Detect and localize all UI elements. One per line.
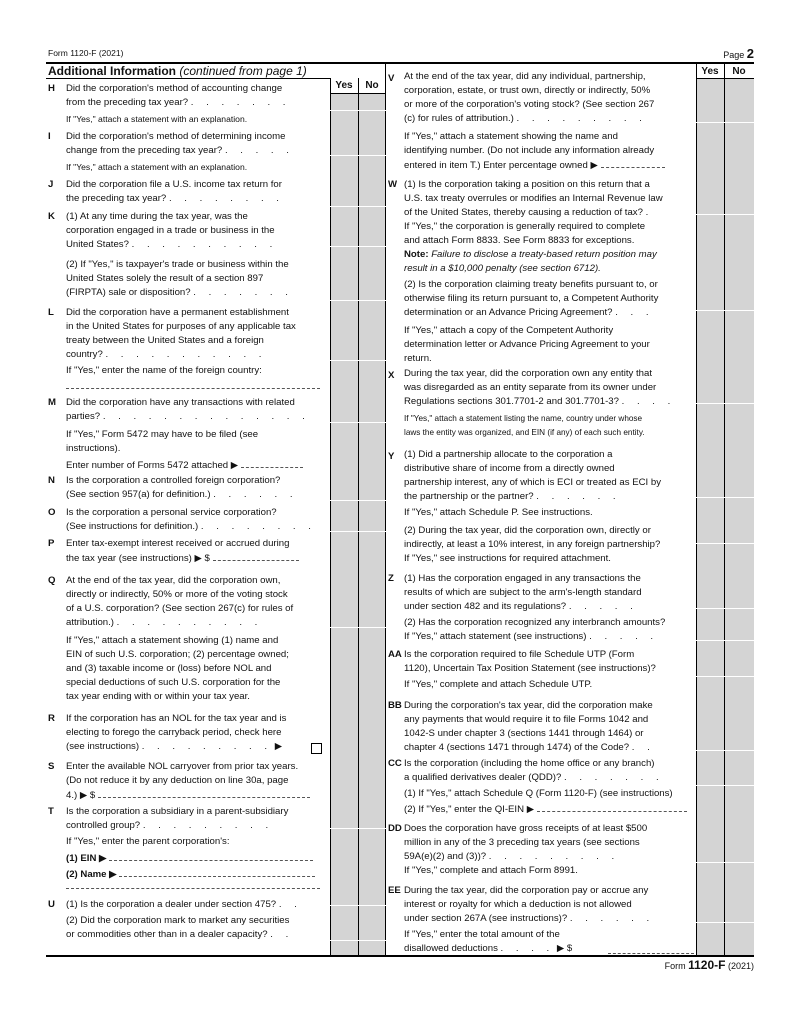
percentage-owned-field[interactable] [601, 158, 665, 168]
tax-exempt-interest-field[interactable] [213, 551, 299, 561]
foreign-country-field[interactable] [66, 382, 320, 389]
parent-name-field-2[interactable] [66, 886, 320, 889]
forms-5472-count-field[interactable] [241, 458, 303, 468]
right-no-header: No [732, 66, 746, 77]
right-yes-column [696, 79, 724, 955]
left-yes-header: Yes [335, 80, 353, 91]
right-yes-header: Yes [701, 66, 719, 77]
left-yes-column [330, 93, 358, 955]
footer-form-id: Form 1120-F (2021) [664, 958, 754, 972]
qi-ein-field[interactable] [537, 802, 687, 812]
nol-carryover-field[interactable] [98, 788, 310, 798]
section-title: Additional Information (continued from page 1) [48, 64, 307, 78]
parent-ein-field[interactable] [109, 851, 313, 861]
form-id: Form 1120-F (2021) [48, 48, 124, 58]
left-no-header: No [365, 80, 379, 91]
nol-election-checkbox[interactable] [311, 743, 322, 754]
parent-name-field[interactable] [119, 867, 315, 877]
page-number: Page 2 [723, 46, 754, 61]
right-no-column [724, 79, 754, 955]
disallowed-deductions-field[interactable] [608, 944, 694, 954]
left-no-column [358, 93, 386, 955]
